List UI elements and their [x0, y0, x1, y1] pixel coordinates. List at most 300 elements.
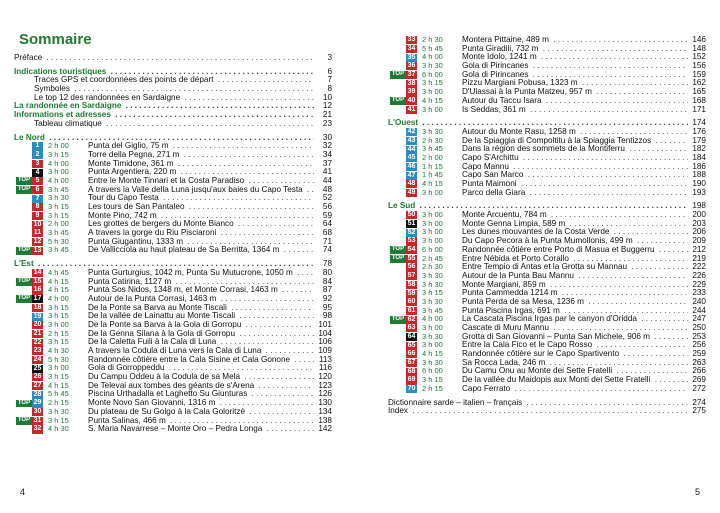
entry-title: Dans la région des sommets de la Montiferru [462, 145, 625, 154]
toc-entry [14, 94, 332, 103]
entry-title: Du plateau de Su Golgo à la Cala Goloritzè [88, 407, 246, 416]
hike-number-badge: 33 [407, 36, 416, 44]
entry-title: Montera Pittaine, 489 m [462, 36, 549, 44]
hike-number-badge: 12 [33, 238, 42, 246]
hike-number-badge: 47 [407, 171, 416, 179]
entry-title: D'Ulassai à la Punta Matzeu, 957 m [462, 88, 592, 97]
entry-title: Punta Giugantinu, 1333 m [88, 237, 184, 246]
hike-duration: 3 h 30 [422, 357, 443, 367]
entry-page-number: 250 [688, 324, 706, 333]
hike-duration: 3 h 00 [422, 210, 443, 220]
top-badge: TOP [17, 246, 31, 253]
entry-page-number: 37 [314, 160, 332, 169]
entry-page-number: 274 [688, 399, 706, 408]
entry-title: Monte Idolo, 1241 m [462, 53, 537, 62]
entry-title: Punta Perda de sa Mesa, 1236 m [462, 297, 584, 306]
entry-title: Punta Sos Nidos, 1348 m, et Monte Corrasi, 1463 m [88, 286, 278, 295]
top-badge: TOP [17, 399, 31, 406]
entry-page-number: 101 [314, 321, 332, 330]
entry-page-number: 56 [314, 203, 332, 212]
entry-page-number: 162 [688, 79, 706, 88]
hike-number-badge: 49 [407, 188, 416, 196]
entry-title: Les dunes mouvantes de la Costa Verde [462, 228, 610, 237]
entry-page-number: 95 [314, 304, 332, 313]
entry-title: À travers la gorge du Riu Pisciaroni [88, 229, 217, 238]
entry-page-number: 142 [314, 425, 332, 434]
hike-duration: 3 h 15 [48, 302, 69, 312]
entry-page-number: 113 [314, 356, 332, 365]
entry-title: De la Ponte sa Barva au Monte Tiscali [88, 303, 227, 312]
hike-number-badge: 46 [407, 162, 416, 170]
entry-page-number: 44 [314, 177, 332, 186]
entry-title: Capo Ferrato [462, 384, 511, 393]
hike-duration: 4 h 15 [422, 349, 443, 359]
entry-title: Préface [14, 54, 43, 62]
entry-page-number: 219 [688, 255, 706, 264]
hike-number-badge: 14 [33, 269, 42, 277]
hike-duration: 3 h 15 [48, 372, 69, 382]
hike-number-badge: 9 [32, 212, 43, 220]
hike-number-badge: 7 [32, 195, 43, 203]
hike-duration: 3 h 15 [48, 210, 69, 220]
entry-page-number: 174 [688, 119, 706, 128]
entry-page-number: 188 [688, 171, 706, 180]
entry-title: Cascate di Muru Mannu [462, 324, 549, 332]
top-badge: TOP [17, 278, 31, 284]
entry-page-number: 229 [688, 281, 706, 290]
entry-page-number: 68 [314, 229, 332, 238]
entry-page-number: 109 [314, 347, 332, 356]
hike-number-badge: 34 [407, 44, 416, 52]
entry-title: Randonnée côtière sur le Capo Spartivento [462, 350, 620, 359]
hike-number-badge: 11 [33, 229, 42, 237]
entry-page-number: 138 [314, 417, 332, 426]
entry-page-number: 130 [314, 399, 332, 408]
hike-duration: 4 h 00 [422, 52, 443, 62]
hike-duration: 3 h 00 [422, 340, 443, 350]
entry-title: De la Spiaggia di Compoltitu à la Spiaggia Tentizzos [462, 136, 652, 145]
hike-duration: 4 h 30 [48, 424, 69, 434]
entry-title: Du Camu Onu au Monte dei Sette Fratelli [462, 367, 613, 376]
hike-duration: 3 h 00 [422, 236, 443, 246]
hike-duration: 3 h 30 [422, 296, 443, 306]
entry-title: Capo San Marco [462, 171, 524, 180]
hike-duration: 2 h 15 [48, 398, 69, 408]
entry-title: Gola di Gorroppeddu [88, 364, 165, 373]
entry-title: Monte Pino, 742 m [88, 211, 157, 220]
hike-number-badge: 40 [407, 97, 416, 105]
hike-number-badge: 69 [407, 376, 416, 384]
hike-number-badge: 50 [407, 211, 416, 219]
entry-page-number: 146 [688, 36, 706, 45]
entry-title: De la vallée du Maidopis aux Monti dei Sette Fratelli [462, 376, 651, 385]
entry-title: De la Genna Silana à la Gola di Gorropu [88, 329, 236, 338]
entry-title: De la vallée de Lainattu au Monte Tiscali [88, 312, 236, 321]
entry-page-number: 233 [688, 289, 706, 298]
entry-title: Autour du Monte Rasu, 1258 m [462, 127, 576, 136]
hike-duration: 3 h 00 [48, 319, 69, 329]
entry-title: Indications touristiques [14, 67, 107, 76]
entry-title: Entre Nébida et Porto Corallo [462, 254, 569, 263]
entry-page-number: 30 [314, 134, 332, 143]
toc-entry [14, 68, 332, 77]
entry-page-number: 74 [314, 246, 332, 255]
hike-duration: 3 h 15 [48, 337, 69, 347]
entry-page-number: 148 [688, 45, 706, 54]
hike-number-badge: 24 [33, 355, 42, 363]
hike-duration: 2 h 15 [48, 328, 69, 338]
entry-title: Punta Gurturgius, 1042 m, Punta Su Mutucrone, 1050 m [88, 268, 293, 277]
hike-duration: 2 h 30 [422, 262, 443, 272]
entry-title: Le top 12 des randonnées en Sardaigne [34, 93, 181, 102]
toc-entry [388, 407, 706, 416]
entry-page-number: 152 [688, 53, 706, 62]
hike-duration: 3 h 45 [48, 184, 69, 194]
hike-duration: 3 h 00 [422, 323, 443, 332]
entry-title: Punta Piscina Irgas, 691 m [462, 306, 560, 315]
hike-duration: 3 h 00 [48, 167, 69, 177]
hike-number-badge: 15 [33, 277, 42, 285]
page-number: 4 [20, 487, 26, 497]
hike-duration: 5 h 30 [48, 236, 69, 246]
hike-number-badge: 42 [407, 128, 416, 136]
entry-page-number: 156 [688, 62, 706, 71]
hike-duration: 6 h 00 [422, 69, 443, 79]
entry-title: Traces GPS et coordonnées des points de départ [34, 76, 214, 85]
hike-number-badge: 63 [407, 324, 416, 332]
entry-page-number: 186 [688, 163, 706, 172]
hike-number-badge: 55 [407, 254, 416, 262]
entry-title: Punta Giradili, 732 m [462, 44, 539, 53]
entry-page-number: 193 [688, 189, 706, 198]
entry-title: Piscina Urthadalla et Laghetto Su Giunturas [88, 390, 248, 399]
hike-duration: 3 h 30 [422, 331, 443, 341]
hike-number-badge: 39 [407, 88, 416, 96]
entry-page-number: 59 [314, 212, 332, 221]
entry-title: L'Ouest [388, 119, 419, 128]
entry-title: Sa Rocca Lada, 246 m [462, 358, 546, 367]
entry-title: La Cascata Piscina Irgas par le canyon d'Oridda [462, 315, 637, 324]
entry-title: Punta Catirina, 1127 m [88, 277, 172, 286]
top-badge: TOP [391, 97, 405, 104]
toc-hike-entry [14, 425, 332, 434]
hike-duration: 3 h 15 [48, 202, 69, 211]
entry-page-number: 226 [688, 272, 706, 281]
hike-number-badge: 26 [33, 373, 42, 381]
top-badge: TOP [391, 71, 405, 78]
entry-title: Informations et adresses [14, 111, 111, 120]
hike-number-badge: 2 [32, 151, 43, 159]
hike-number-badge: 32 [33, 425, 42, 433]
hike-number-badge: 38 [407, 79, 416, 87]
entry-title: Tour du Capo Testa [88, 194, 159, 203]
entry-page-number: 259 [688, 350, 706, 359]
hike-number-badge: 29 [33, 399, 42, 407]
entry-title: Capo Mannu [462, 162, 509, 171]
hike-number-badge: 57 [407, 272, 416, 280]
entry-page-number: 200 [688, 211, 706, 220]
toc-entry [14, 111, 332, 120]
entry-page-number: 120 [314, 373, 332, 382]
entry-title: Pizzu Margiani Pobusa, 1323 m [462, 79, 578, 88]
hike-duration: 4 h 15 [48, 276, 69, 286]
entry-title: Autour de la Punta Bau Mannu [462, 271, 574, 280]
hike-number-badge: 22 [33, 338, 42, 346]
hike-duration: 3 h 00 [48, 363, 69, 373]
entry-page-number: 247 [688, 315, 706, 324]
entry-page-number: 240 [688, 298, 706, 307]
hike-duration: 3 h 00 [422, 104, 443, 114]
hike-number-badge: 43 [407, 136, 416, 144]
hike-number-badge: 30 [33, 408, 42, 416]
entry-title: Punta Maimoni [462, 180, 517, 188]
hike-duration: 1 h 15 [422, 161, 443, 171]
hike-duration: 4 h 30 [48, 346, 69, 355]
entry-title: Monte Genna Limpia, 589 m [462, 219, 566, 228]
entry-title: Les tours de San Pantaleo [88, 203, 185, 211]
hike-duration: 3 h 30 [422, 279, 443, 289]
hike-duration: 3 h 15 [422, 78, 443, 88]
entry-page-number: 23 [314, 120, 332, 129]
entry-page-number: 87 [314, 286, 332, 295]
hike-number-badge: 20 [33, 321, 42, 329]
hike-number-badge: 67 [407, 359, 416, 367]
hike-duration: 3 h 45 [48, 245, 69, 255]
entry-title: Parco della Giara [462, 188, 526, 197]
toc-list [388, 36, 706, 416]
hike-duration: 4 h 00 [48, 293, 69, 303]
hike-duration: 3 h 45 [48, 228, 69, 238]
hike-number-badge: 60 [407, 298, 416, 306]
entry-page-number: 12 [314, 102, 332, 111]
entry-page-number: 256 [688, 341, 706, 350]
hike-number-badge: 8 [32, 203, 43, 211]
entry-page-number: 179 [688, 137, 706, 146]
toc-hike-entry [388, 106, 706, 115]
entry-title: De Televai aux tombes des géants de s'Arena [88, 381, 255, 390]
entry-title: Monte Timidone, 361 m [88, 159, 174, 168]
hike-number-badge: 59 [407, 289, 416, 297]
hike-duration: 5 h 45 [48, 389, 69, 399]
hike-number-badge: 52 [407, 228, 416, 236]
toc-hike-entry [388, 385, 706, 394]
entry-page-number: 52 [314, 194, 332, 203]
hike-number-badge: 16 [33, 286, 42, 294]
top-badge: TOP [391, 255, 405, 261]
hike-number-badge: 37 [407, 71, 416, 79]
entry-page-number: 106 [314, 338, 332, 347]
hike-number-badge: 13 [33, 246, 42, 254]
hike-duration: 3 h 30 [422, 270, 443, 280]
entry-title: Autour de la Punta Corrasi, 1463 m [88, 294, 217, 303]
entry-page-number: 212 [688, 246, 706, 255]
entry-page-number: 78 [314, 260, 332, 269]
hike-number-badge: 62 [407, 315, 416, 323]
entry-title: De la Ponte sa Barva à la Gola di Gorropu [88, 320, 242, 329]
toc-list [14, 54, 332, 434]
entry-page-number: 159 [688, 71, 706, 80]
hike-duration: 3 h 45 [422, 305, 443, 315]
top-badge: TOP [391, 315, 405, 322]
entry-title: La randonnée en Sardaigne [14, 102, 122, 111]
hike-number-badge: 58 [407, 280, 416, 288]
hike-duration: 3 h 00 [422, 87, 443, 97]
hike-duration: 3 h 15 [422, 288, 443, 298]
entry-page-number: 98 [314, 312, 332, 321]
entry-page-number: 116 [314, 364, 332, 373]
hike-number-badge: 25 [33, 364, 42, 372]
entry-page-number: 8 [314, 85, 332, 94]
entry-title: Punta Argentiera, 220 m [88, 168, 177, 177]
entry-title: S. Maria Navarrese – Monte Oro – Pedra Longa [88, 425, 263, 434]
hike-number-badge: 28 [33, 390, 42, 398]
top-badge: TOP [17, 417, 31, 423]
entry-title: Du Capo Pecora à la Punta Mumollonis, 499 m [462, 237, 633, 246]
hike-duration: 3 h 15 [422, 375, 443, 385]
hike-duration: 2 h 30 [422, 135, 443, 145]
entry-page-number: 275 [688, 407, 706, 416]
top-badge: TOP [391, 246, 405, 253]
hike-duration: 2 h 00 [48, 219, 69, 229]
entry-title: Dictionnaire sarde – italien – français [388, 398, 523, 407]
hike-duration: 6 h 00 [422, 366, 443, 376]
entry-title: Is Seddas, 361 m [462, 105, 526, 114]
hike-duration: 4 h 00 [422, 314, 443, 324]
hike-duration: 2 h 00 [422, 152, 443, 162]
entry-page-number: 126 [314, 390, 332, 399]
entry-page-number: 222 [688, 263, 706, 272]
toc-hike-entry [388, 189, 706, 198]
entry-title: Symboles [34, 85, 70, 94]
hike-number-badge: 21 [33, 329, 42, 337]
entry-title: Punta del Giglio, 75 m [88, 142, 169, 151]
hike-number-badge: 10 [33, 220, 42, 228]
entry-page-number: 272 [688, 385, 706, 394]
hike-duration: 2 h 15 [422, 383, 443, 393]
hike-duration: 5 h 45 [422, 43, 443, 53]
hike-number-badge: 18 [33, 303, 42, 311]
hike-number-badge: 17 [33, 295, 42, 303]
entry-page-number: 184 [688, 154, 706, 163]
hike-number-badge: 45 [407, 154, 416, 162]
entry-title: Grotta di San Giovanni – Punta San Michele, 906 m [462, 332, 650, 341]
hike-duration: 3 h 45 [422, 144, 443, 154]
entry-title: Entre Tempio di Antas et la Grotta su Mannau [462, 263, 628, 272]
entry-page-number: 64 [314, 220, 332, 229]
hike-number-badge: 6 [32, 186, 43, 194]
hike-duration: 2 h 30 [422, 35, 443, 44]
top-badge: TOP [17, 177, 31, 184]
entry-title: Gola di Pirincanes [462, 62, 529, 71]
page-number: 5 [694, 487, 700, 497]
entry-page-number: 266 [688, 367, 706, 376]
entry-page-number: 7 [314, 76, 332, 85]
entry-title: Capo S'Archittu [462, 153, 519, 162]
entry-title: À travers la Codula di Luna vers la Cala di Luna [88, 347, 262, 355]
hike-number-badge: 70 [407, 385, 416, 393]
hike-duration: 2 h 45 [422, 253, 443, 263]
toc-hike-entry [14, 246, 332, 255]
entry-page-number: 104 [314, 330, 332, 339]
hike-number-badge: 23 [33, 347, 42, 355]
hike-duration: 3 h 30 [422, 126, 443, 136]
toc-entry [14, 102, 332, 111]
hike-number-badge: 5 [32, 177, 43, 185]
entry-page-number: 80 [314, 269, 332, 278]
hike-number-badge: 56 [407, 263, 416, 271]
hike-number-badge: 4 [32, 169, 43, 177]
hike-number-badge: 35 [407, 53, 416, 61]
hike-duration: 6 h 00 [422, 244, 443, 254]
entry-page-number: 190 [688, 180, 706, 189]
entry-title: Punta Salinas, 466 m [88, 416, 166, 425]
entry-title: Le Sud [388, 202, 416, 211]
top-badge: TOP [17, 295, 31, 302]
entry-page-number: 176 [688, 128, 706, 137]
hike-number-badge: 19 [33, 312, 42, 320]
entry-page-number: 92 [314, 295, 332, 304]
hike-duration: 3 h 15 [48, 311, 69, 321]
entry-title: Monte Arcuentu, 784 m [462, 211, 547, 220]
entry-page-number: 3 [314, 54, 332, 63]
hike-duration: 4 h 00 [48, 158, 69, 168]
right-page [360, 0, 720, 513]
entry-title: Torre della Pegna, 271 m [88, 150, 180, 159]
entry-title: Entre la Cala Fico et le Capo Rosso [462, 341, 593, 350]
hike-duration: 2 h 00 [48, 141, 69, 151]
hike-number-badge: 44 [407, 145, 416, 153]
entry-page-number: 71 [314, 238, 332, 247]
entry-page-number: 198 [688, 202, 706, 211]
hike-duration: 4 h 15 [48, 285, 69, 295]
entry-title: Index [388, 407, 409, 416]
toc-entry [388, 399, 706, 408]
entry-page-number: 6 [314, 68, 332, 77]
entry-page-number: 171 [688, 106, 706, 115]
entry-page-number: 209 [688, 237, 706, 246]
entry-title: De la Caletta Fuili à la Cala di Luna [88, 338, 217, 347]
hike-duration: 3 h 30 [422, 61, 443, 71]
entry-title: Le Nord [14, 133, 45, 142]
hike-number-badge: 64 [407, 332, 416, 340]
hike-number-badge: 3 [32, 160, 43, 168]
hike-duration: 3 h 00 [422, 187, 443, 197]
hike-number-badge: 53 [407, 237, 416, 245]
entry-title: Monte Margiani, 859 m [462, 280, 546, 289]
hike-number-badge: 61 [407, 306, 416, 314]
hike-duration: 3 h 00 [422, 227, 443, 237]
page-title: Sommaire [19, 31, 92, 48]
entry-page-number: 182 [688, 145, 706, 154]
entry-page-number: 134 [314, 408, 332, 417]
entry-title: Les grottes de bergers du Monte Bianco [88, 220, 234, 229]
hike-number-badge: 48 [407, 180, 416, 188]
toc-entry [14, 76, 332, 85]
hike-number-badge: 31 [33, 416, 42, 424]
entry-title: Tableau climatique [34, 119, 102, 128]
entry-page-number: 206 [688, 228, 706, 237]
entry-page-number: 123 [314, 382, 332, 391]
entry-title: Monte Novo San Giovanni, 1316 m [88, 399, 216, 408]
hike-number-badge: 36 [407, 62, 416, 70]
entry-page-number: 21 [314, 111, 332, 120]
entry-page-number: 165 [688, 88, 706, 97]
toc-entry [14, 85, 332, 94]
hike-duration: 4 h 15 [422, 95, 443, 105]
hike-duration: 4 h 15 [48, 380, 69, 390]
hike-number-badge: 65 [407, 341, 416, 349]
hike-duration: 3 h 15 [48, 149, 69, 159]
